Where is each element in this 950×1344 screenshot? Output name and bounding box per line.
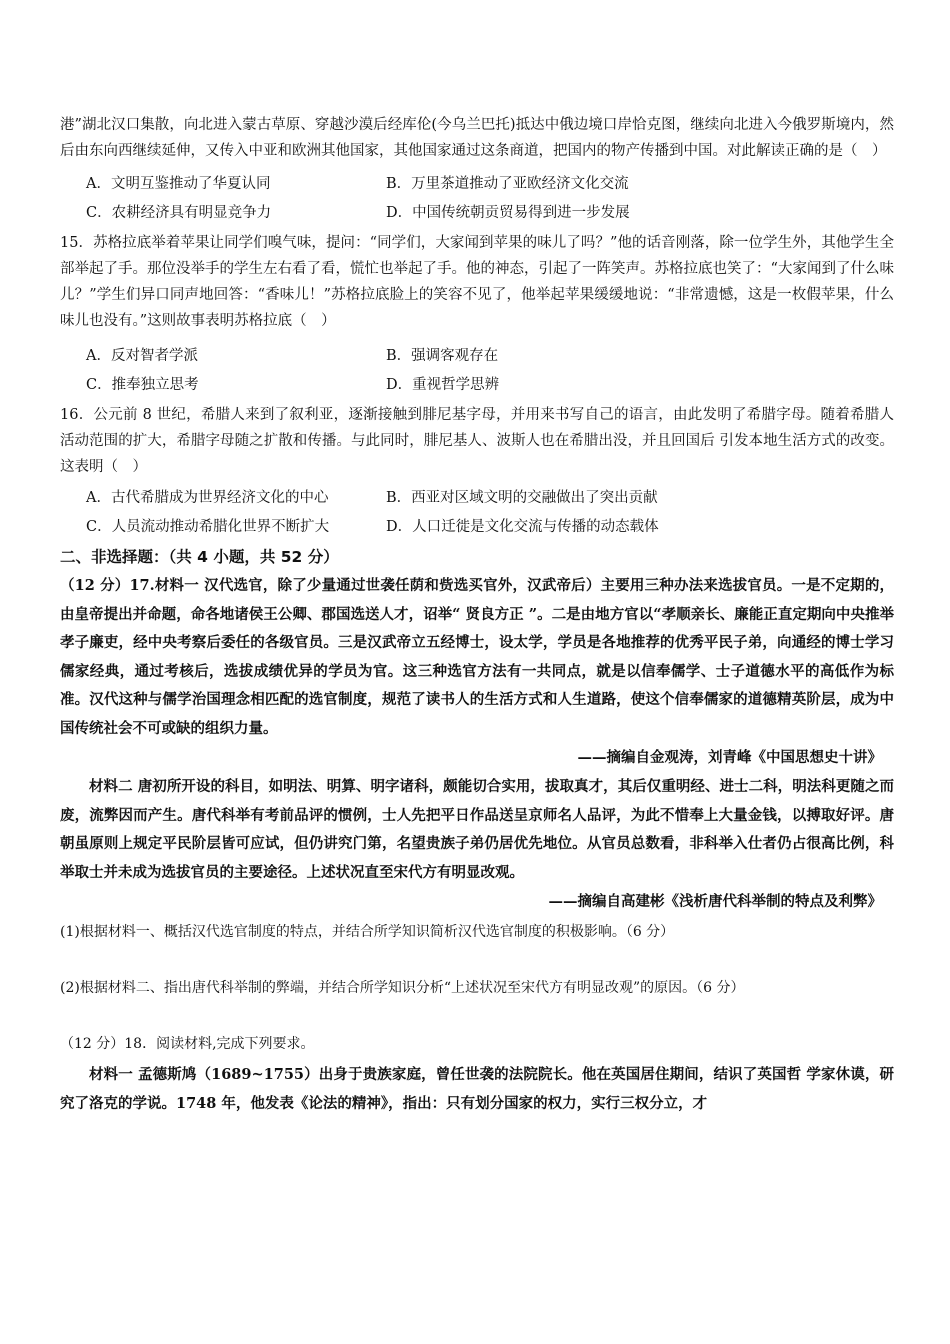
q17-material2: 材料二 唐初所开设的科目，如明法、明算、明字诸科，颇能切合实用，拔取真才，其后仅重明经、进士二科，明法科更随之而废，流弊因而产生。唐代科举有考前品评的惯例，士人先把平日作品送呈京师名人品评，为此不惜奉上大量金钱，以搏取好评。唐朝虽原则上规定平民阶层皆可应试，但仍讲究门第，名望贵族子弟仍居优先地位。从官员总数看，非科举入仕者仍占很高比例，科举取士并未成为选拔官员的主要途径。上述状况直至宋代方有明显改观。: [60, 778, 894, 881]
q15-option-c[interactable]: C．推奉独立思考: [86, 377, 199, 393]
q15-option-d[interactable]: D．重视哲学思辨: [386, 377, 500, 393]
q16-options: [60, 484, 894, 542]
q17-subquestion-1: (1)根据材料一、概括汉代选官制度的特点，并结合所学知识简析汉代选官制度的积极影响。（6 分）: [60, 924, 675, 940]
q15-text: 15．苏格拉底举着苹果让同学们嗅气味，提问：“同学们，大家闻到苹果的味儿了吗？”他的话音刚落，除一位学生外，其他学生全部举起了手。那位没举手的学生左右看了看，慌忙也举起了手。他的神态，引起了一阵笑声。苏格拉底也笑了：“大家闻到了什么味儿？”学生们异口同声地回答：“香味儿！”苏格拉底脸上的笑容不见了，他举起苹果缓缓地说：“非常遗憾，这是一枚假苹果，什么味儿也没有。”这则故事表明苏格拉底（ ）: [60, 235, 894, 329]
q17-material1: （12 分）17.材料一 汉代选官，除了少量通过世袭任荫和赀选买官外，汉武帝后）主要用三种办法来选拔官员。一是不定期的，由皇帝提出并命题，命各地诸侯王公卿、郡国选送人才，诏举“ 贤良方正 ”。二是由地方官以“孝顺亲长、廉能正直定期向中央推举孝子廉吏，经中央考察后委任的各级官员。三是汉武帝立五经博士，设太学，学员是各地推荐的优秀平民子弟，向通经的博士学习儒家经典，通过考核后，选拔成绩优异的学员为官。这三种选官方法有一共同点，就是以信奉儒学、士子道德水平的高低作为标准。汉代这种与儒学治国理念相匹配的选官制度，规范了读书人的生活方式和人生道路，使这个信奉儒家的道德精英阶层，成为中国传统社会不可或缺的组织力量。: [60, 577, 894, 737]
q16-text: 16．公元前 8 世纪，希腊人来到了叙利亚，逐渐接触到腓尼基字母，并用来书写自己的语言，由此发明了希腊字母。随着希腊人活动范围的扩大，希腊字母随之扩散和传播。与此同时，腓尼基人、波斯人也在希腊出没，并且回国后 引发本地生活方式的改变。这表明（ ）: [60, 407, 894, 475]
q17-subquestion-2: (2)根据材料二、指出唐代科举制的弊端，并结合所学知识分析“上述状况至宋代方有明显改观”的原因。（6 分）: [60, 980, 745, 996]
q16-option-b[interactable]: B．西亚对区域文明的交融做出了突出贡献: [386, 490, 658, 506]
q17-source2: ——摘编自高建彬《浅析唐代科举制的特点及利弊》: [548, 893, 882, 910]
q14-options: [60, 170, 894, 228]
q14-option-d[interactable]: D．中国传统朝贡贸易得到进一步发展: [386, 205, 630, 221]
q15-option-a[interactable]: A．反对智者学派: [86, 348, 198, 364]
section-title: 二、非选择题：（共 4 小题，共 52 分）: [60, 548, 339, 566]
q16-option-d[interactable]: D．人口迁徙是文化交流与传播的动态载体: [386, 519, 659, 535]
q17-source1: ——摘编自金观涛，刘青峰《中国思想史十讲》: [577, 749, 882, 766]
q16-option-a[interactable]: A．古代希腊成为世界经济文化的中心: [86, 490, 329, 506]
q15-options: [60, 342, 894, 400]
q15-option-b[interactable]: B．强调客观存在: [386, 348, 499, 364]
q16-option-c[interactable]: C．人员流动推动希腊化世界不断扩大: [86, 519, 330, 535]
exam-page: [60, 112, 894, 1118]
q18-material1: 材料一 孟德斯鸠（1689~1755）出身于贵族家庭，曾任世袭的法院院长。他在英国居住期间，结识了英国哲 学家休谟，研究了洛克的学说。1748 年，他发表《论法的精神》，指出：只有划分国家的权力，实行三权分立，才: [60, 1066, 894, 1112]
q18-header: （12 分）18．阅读材料,完成下列要求。: [60, 1036, 315, 1052]
q14-option-b[interactable]: B．万里茶道推动了亚欧经济文化交流: [386, 176, 629, 192]
q14-intro: 港”湖北汉口集散，向北进入蒙古草原、穿越沙漠后经库伦(今乌兰巴托)抵达中俄边境口岸恰克图，继续向北进入今俄罗斯境内，然后由东向西继续延伸，又传入中亚和欧洲其他国家，其他国家通过这条商道，把国内的物产传播到中国。对此解读正确的是（ ）: [60, 117, 894, 159]
q14-option-a[interactable]: A．文明互鉴推动了华夏认同: [86, 176, 271, 192]
q14-option-c[interactable]: C．农耕经济具有明显竞争力: [86, 205, 272, 221]
